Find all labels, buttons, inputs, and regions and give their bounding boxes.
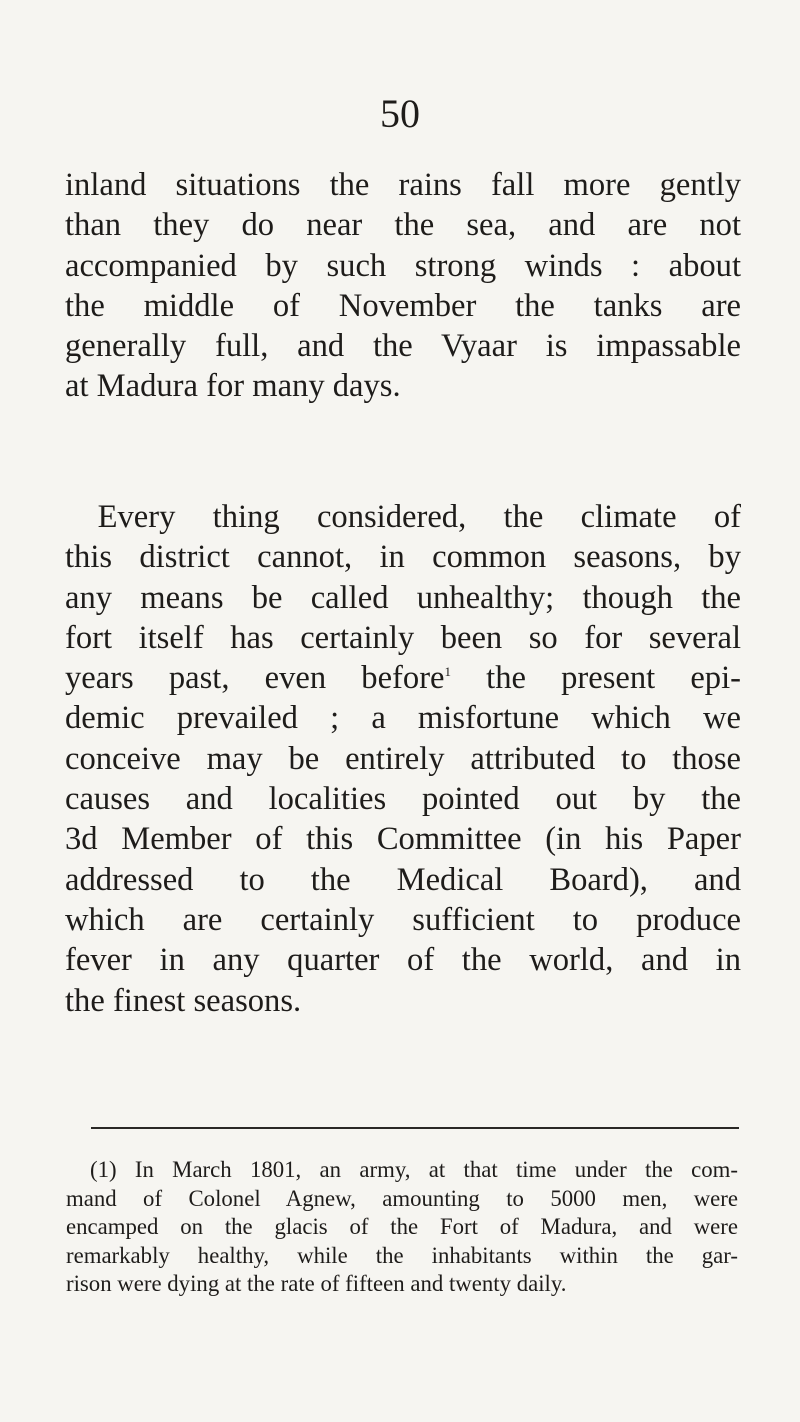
- text-line: than they do near the sea, and are not: [65, 207, 741, 244]
- text-line: addressed to the Medical Board), and: [65, 861, 741, 898]
- text-line: generally full, and the Vyaar is impassable: [65, 328, 741, 365]
- text-line: [65, 658, 741, 698]
- paragraph-1: [65, 165, 741, 407]
- footnote-line: encamped on the glacis of the Fort of Madura, and were: [66, 1214, 738, 1239]
- text-line: 3d Member of this Committee (in his Paper: [65, 821, 741, 858]
- text-line: accompanied by such strong winds : about: [65, 247, 741, 284]
- footnote-divider: [91, 1127, 739, 1129]
- footnote-line: remarkably healthy, while the inhabitants within the gar-: [66, 1242, 738, 1268]
- text-line: causes and localities pointed out by the: [65, 781, 741, 818]
- text-line: inland situations the rains fall more gently: [65, 167, 741, 203]
- text-line: conceive may be entirely attributed to those: [65, 740, 741, 777]
- text-line-content: Every thing considered, the climate of: [97, 499, 741, 535]
- footnote-reference: 1: [444, 664, 452, 680]
- footnote-line: rison were dying at the rate of fifteen and twenty daily.: [66, 1271, 567, 1296]
- footnote: [66, 1156, 738, 1299]
- text-line: demic prevailed ; a misfortune which we: [65, 700, 741, 737]
- text-line-indent: [65, 499, 98, 535]
- text-line: at Madura for many days.: [65, 368, 401, 405]
- text-line: the middle of November the tanks are: [65, 287, 741, 324]
- text-line: the finest seasons.: [65, 982, 302, 1019]
- text-line: fort itself has certainly been so for several: [65, 619, 741, 656]
- text-line-after-ref: the present epi-: [451, 660, 741, 697]
- text-line: any means be called unhealthy; though the: [65, 579, 741, 616]
- text-line: this district cannot, in common seasons, by: [65, 539, 741, 576]
- text-line-before-ref: years past, even before: [65, 660, 445, 697]
- text-line: which are certainly sufficient to produce: [65, 901, 741, 938]
- footnote-line: mand of Colonel Agnew, amounting to 5000 men, were: [66, 1185, 738, 1211]
- page-number: 50: [380, 91, 420, 136]
- paragraph-2: [65, 497, 741, 1021]
- text-line: [65, 497, 741, 537]
- footnote-line: (1) In March 1801, an army, at that time under the com-: [90, 1157, 738, 1182]
- text-line: fever in any quarter of the world, and in: [65, 942, 741, 979]
